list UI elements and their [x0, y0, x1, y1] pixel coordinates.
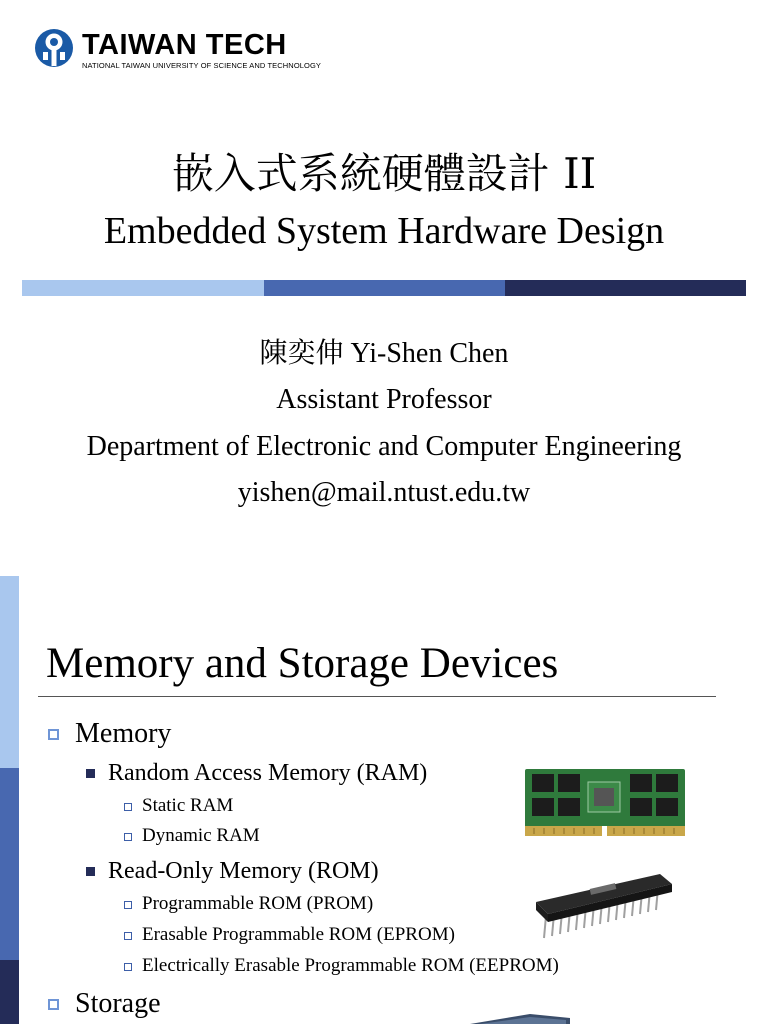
bullet-label: Storage — [75, 988, 161, 1019]
logo-subtitle: NATIONAL TAIWAN UNIVERSITY OF SCIENCE AND TECHNOLOGY — [82, 61, 321, 70]
sidebar-band-light — [0, 576, 19, 768]
small-hollow-square-bullet-icon — [124, 901, 132, 909]
small-hollow-square-bullet-icon — [124, 963, 132, 971]
small-hollow-square-bullet-icon — [124, 932, 132, 940]
author-department: Department of Electronic and Computer Engineering — [86, 431, 682, 462]
filled-square-bullet-icon — [86, 769, 95, 778]
title-underline — [38, 696, 716, 697]
divider-band-dark — [505, 280, 746, 296]
bullet-label: Read-Only Memory (ROM) — [108, 858, 379, 884]
author-name: 陳奕伸 Yi-Shen Chen — [259, 338, 509, 369]
bullet-label: Programmable ROM (PROM) — [142, 893, 374, 914]
divider-band-mid — [264, 280, 505, 296]
content-slide — [0, 576, 768, 1024]
storage-device-image — [470, 1012, 580, 1024]
university-logo — [34, 26, 334, 72]
rom-chip-image — [532, 872, 676, 948]
hollow-square-bullet-icon — [48, 999, 59, 1010]
bullet-label: Erasable Programmable ROM (EPROM) — [142, 924, 455, 945]
small-hollow-square-bullet-icon — [124, 803, 132, 811]
ram-module-image — [524, 768, 686, 838]
logo-name: TAIWAN TECH — [82, 29, 287, 61]
sidebar-band-mid — [0, 768, 19, 960]
bullet-label: Memory — [75, 718, 172, 749]
hollow-square-bullet-icon — [48, 729, 59, 740]
course-title-chinese: 嵌入式系統硬體設計 II — [171, 149, 597, 198]
author-position: Assistant Professor — [276, 384, 492, 415]
slide-title: Memory and Storage Devices — [46, 640, 559, 687]
sidebar-band-dark — [0, 960, 19, 1024]
bullet-label: Static RAM — [142, 795, 234, 816]
course-title-english: Embedded System Hardware Design — [103, 210, 665, 252]
bullet-label: Random Access Memory (RAM) — [108, 760, 428, 786]
author-email: yishen@mail.ntust.edu.tw — [237, 477, 531, 508]
taiwan-tech-emblem-icon — [34, 26, 74, 70]
divider-band-light — [22, 280, 264, 296]
small-hollow-square-bullet-icon — [124, 833, 132, 841]
bullet-label: Electrically Erasable Programmable ROM (EEPROM) — [142, 955, 559, 976]
filled-square-bullet-icon — [86, 867, 95, 876]
bullet-label: Dynamic RAM — [142, 825, 260, 846]
